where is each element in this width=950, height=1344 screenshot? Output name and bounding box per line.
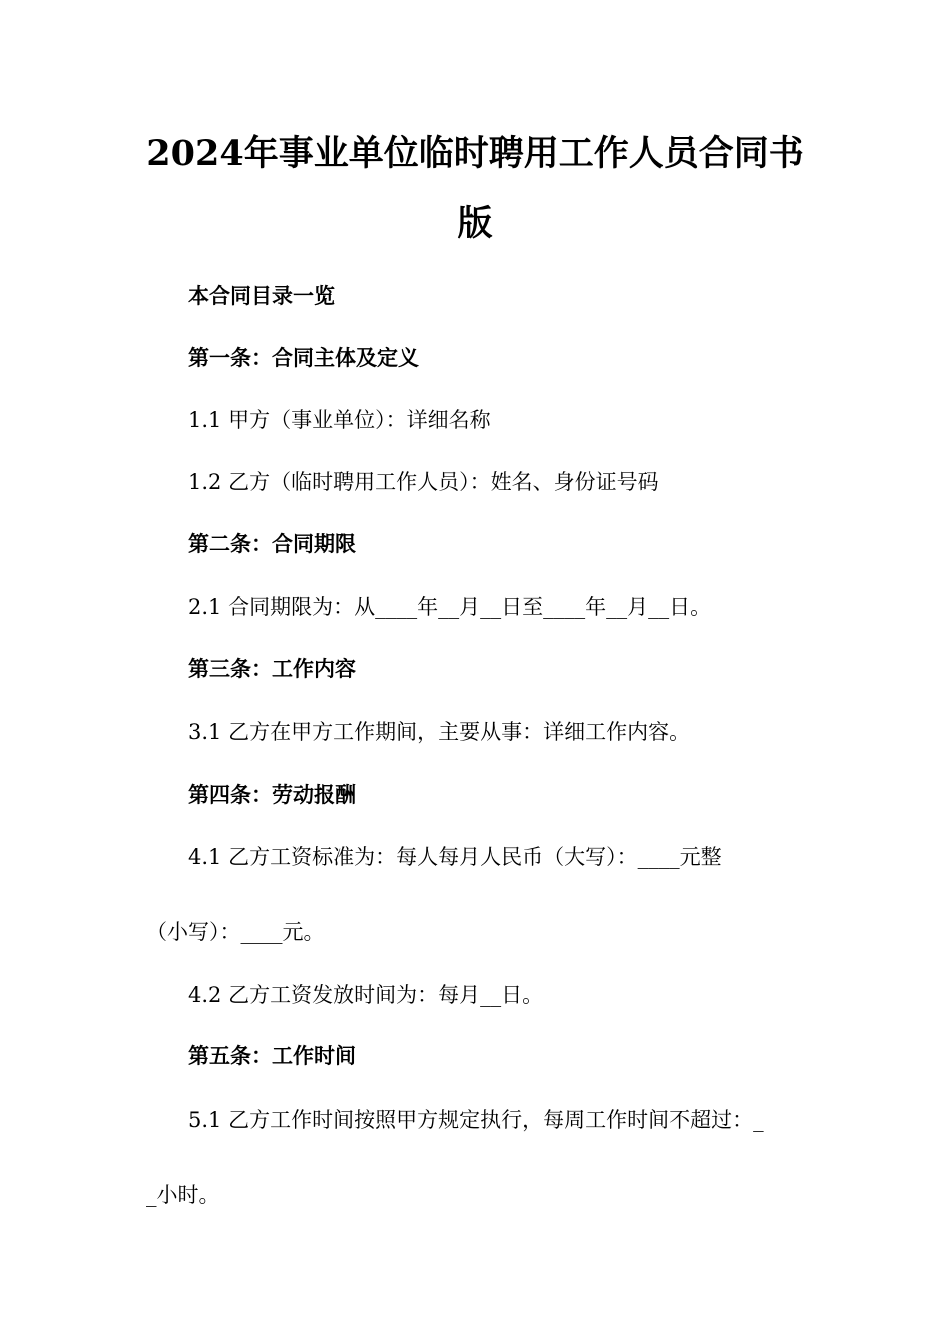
article-4-heading: 第四条：劳动报酬 xyxy=(188,782,356,807)
clause-5-1-continued: _小时。 xyxy=(146,1183,220,1207)
clause-1-2: 1.2 乙方（临时聘用工作人员）：姓名、身份证号码 xyxy=(188,470,659,494)
article-5-heading: 第五条：工作时间 xyxy=(188,1043,356,1068)
article-3-heading: 第三条：工作内容 xyxy=(188,656,356,681)
clause-4-1-continued: （小写）：____元。 xyxy=(146,920,325,944)
clause-2-1: 2.1 合同期限为：从____年__月__日至____年__月__日。 xyxy=(188,595,712,619)
clause-5-1: 5.1 乙方工作时间按照甲方规定执行，每周工作时间不超过：_ xyxy=(188,1108,764,1132)
article-1-heading: 第一条：合同主体及定义 xyxy=(188,345,419,370)
clause-4-1: 4.1 乙方工资标准为：每人每月人民币（大写）：____元整 xyxy=(188,845,722,869)
clause-4-2: 4.2 乙方工资发放时间为：每月__日。 xyxy=(188,983,544,1007)
toc-heading: 本合同目录一览 xyxy=(188,283,335,308)
document-title-line-1: 2024年事业单位临时聘用工作人员合同书 xyxy=(146,133,804,174)
clause-3-1: 3.1 乙方在甲方工作期间，主要从事：详细工作内容。 xyxy=(188,720,691,744)
article-2-heading: 第二条：合同期限 xyxy=(188,531,356,556)
clause-1-1: 1.1 甲方（事业单位）：详细名称 xyxy=(188,408,491,432)
document-title-line-2: 版 xyxy=(457,203,493,244)
